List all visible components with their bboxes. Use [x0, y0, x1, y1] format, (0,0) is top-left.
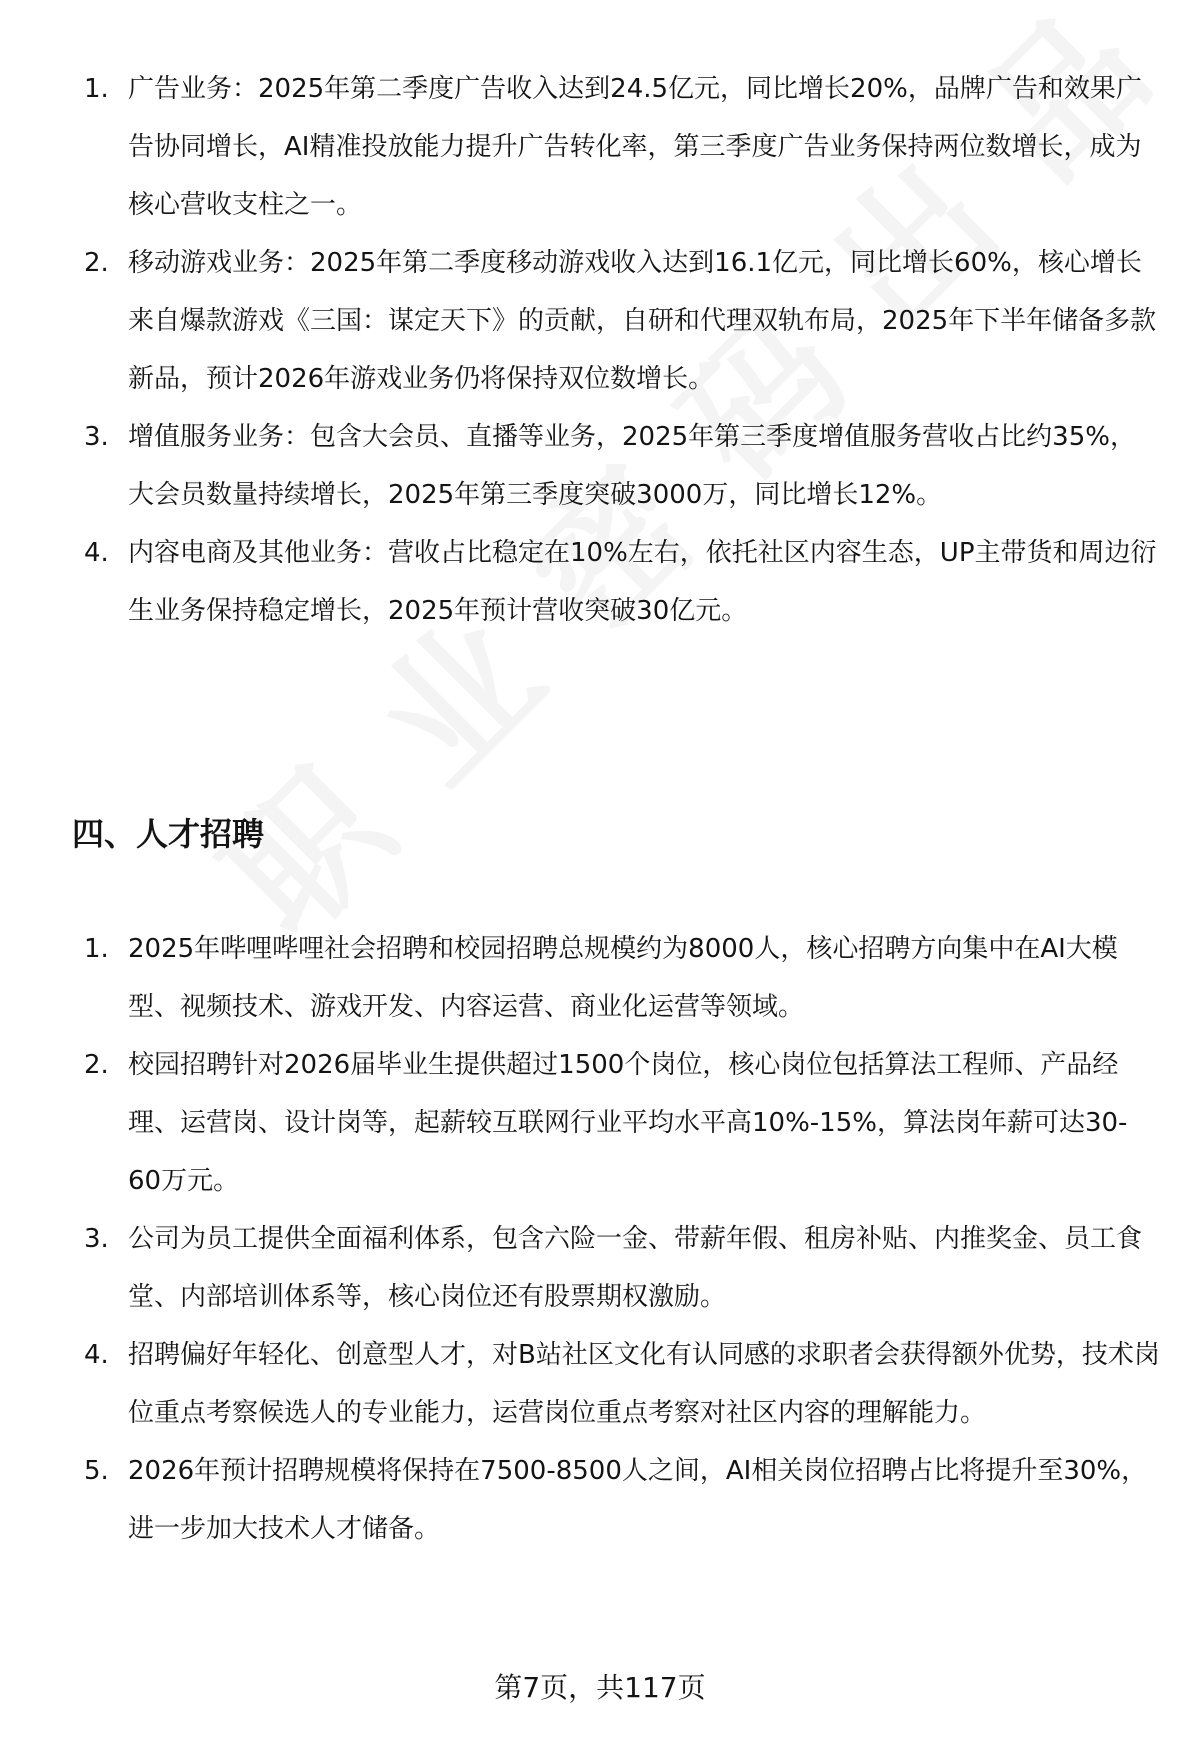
- list-item-text: 广告业务：2025年第二季度广告收入达到24.5亿元，同比增长20%，品牌广告和效果广告协同增长，AI精准投放能力提升广告转化率，第三季度广告业务保持两位数增长，成为核心营收支柱之一。: [128, 74, 1142, 220]
- list-item-number: 1.: [84, 74, 109, 104]
- list-item-text: 校园招聘针对2026届毕业生提供超过1500个岗位，核心岗位包括算法工程师、产品经理、运营岗、设计岗等，起薪较互联网行业平均水平高10%-15%，算法岗年薪可达30-60万元。: [128, 1050, 1128, 1196]
- list-item-number: 2.: [84, 248, 109, 278]
- list-item: [0, 920, 1200, 1036]
- list-item: [0, 524, 1200, 640]
- list-item-text: 公司为员工提供全面福利体系，包含六险一金、带薪年假、租房补贴、内推奖金、员工食堂、内部培训体系等，核心岗位还有股票期权激励。: [128, 1224, 1143, 1312]
- list-item-text: 招聘偏好年轻化、创意型人才，对B站社区文化有认同感的求职者会获得额外优势，技术岗位重点考察候选人的专业能力，运营岗位重点考察对社区内容的理解能力。: [128, 1340, 1160, 1428]
- list-item-text: 移动游戏业务：2025年第二季度移动游戏收入达到16.1亿元，同比增长60%，核心增长来自爆款游戏《三国：谋定天下》的贡献，自研和代理双轨布局，2025年下半年储备多款新品，预计2026年游戏业务仍将保持双位数增长。: [128, 248, 1157, 394]
- list-item-number: 4.: [84, 538, 109, 568]
- list-item: [0, 408, 1200, 524]
- list-item-text: 内容电商及其他业务：营收占比稳定在10%左右，依托社区内容生态，UP主带货和周边衍生业务保持稳定增长，2025年预计营收突破30亿元。: [128, 538, 1157, 626]
- page-number-footer: 第7页，共117页: [494, 1671, 706, 1704]
- list-item-number: 1.: [84, 934, 109, 964]
- business-segment-list: [0, 60, 1200, 640]
- list-item-number: 2.: [84, 1050, 109, 1080]
- list-item-number: 5.: [84, 1456, 109, 1486]
- list-item: [0, 1210, 1200, 1326]
- list-item: [0, 60, 1200, 234]
- list-item: [0, 1036, 1200, 1210]
- list-item: [0, 1326, 1200, 1442]
- list-item-number: 3.: [84, 1224, 109, 1254]
- list-item-text: 2026年预计招聘规模将保持在7500-8500人之间，AI相关岗位招聘占比将提升至30%，进一步加大技术人才储备。: [128, 1456, 1148, 1544]
- list-item-number: 3.: [84, 422, 109, 452]
- list-item: [0, 234, 1200, 408]
- section-heading: 四、人才招聘: [72, 815, 265, 853]
- recruitment-list: [0, 920, 1200, 1558]
- list-item-number: 4.: [84, 1340, 109, 1370]
- list-item-text: 增值服务业务：包含大会员、直播等业务，2025年第三季度增值服务营收占比约35%，大会员数量持续增长，2025年第三季度突破3000万，同比增长12%。: [128, 422, 1136, 510]
- list-item: [0, 1442, 1200, 1558]
- list-item-text: 2025年哔哩哔哩社会招聘和校园招聘总规模约为8000人，核心招聘方向集中在AI大模型、视频技术、游戏开发、内容运营、商业化运营等领域。: [128, 934, 1118, 1022]
